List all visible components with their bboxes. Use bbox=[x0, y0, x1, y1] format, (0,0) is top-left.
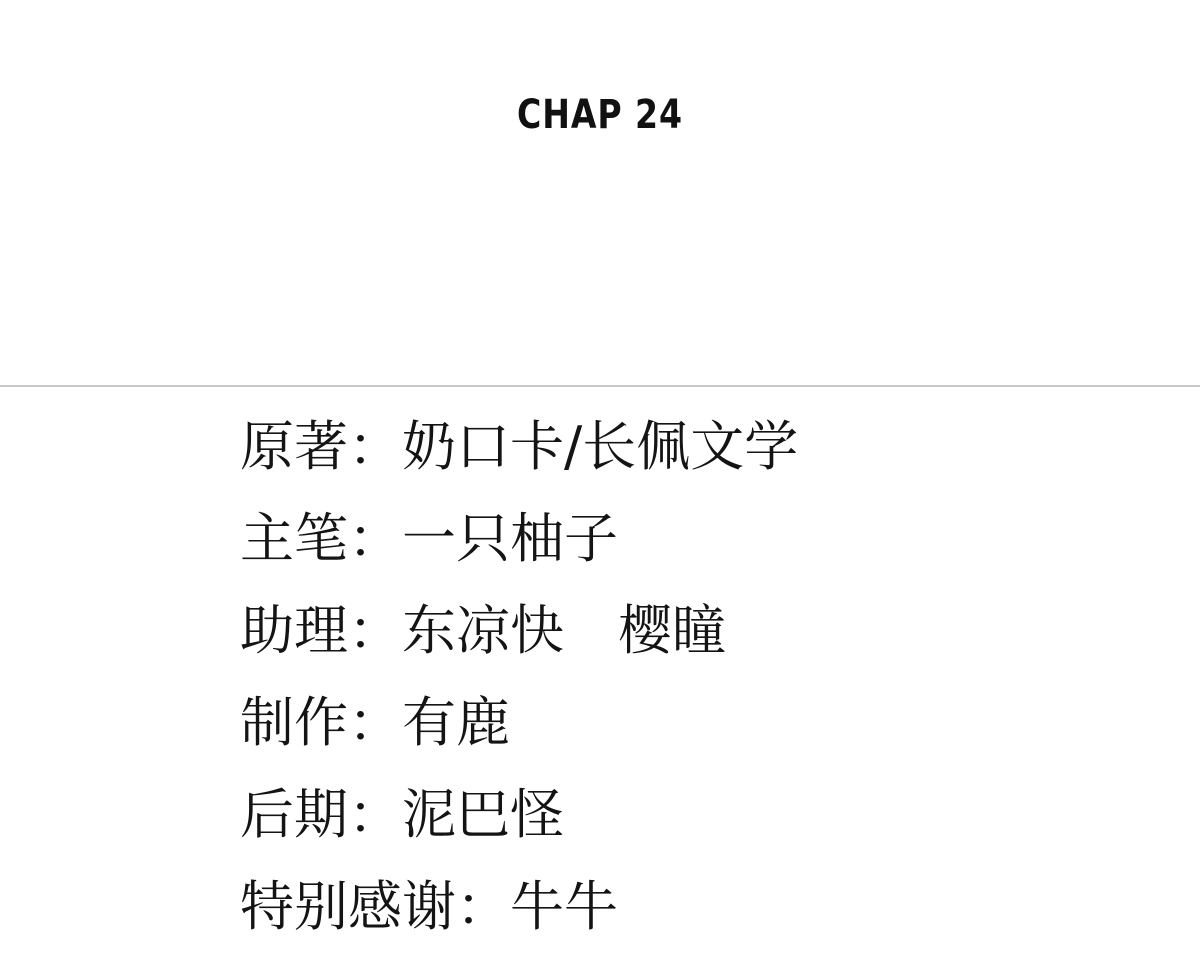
page-title: CHAP 24 bbox=[517, 92, 683, 138]
credits-list bbox=[240, 401, 1180, 953]
credit-label: 助理： bbox=[240, 599, 402, 662]
list-item bbox=[240, 585, 1180, 677]
list-item bbox=[240, 677, 1180, 769]
credits-panel bbox=[0, 387, 1200, 938]
credit-value: 泥巴怪 bbox=[402, 783, 564, 846]
credit-label: 后期： bbox=[240, 783, 402, 846]
credit-label: 主笔： bbox=[240, 507, 402, 570]
credit-value: 一只柚子 bbox=[402, 507, 618, 570]
credit-label: 特别感谢： bbox=[240, 875, 510, 938]
list-item bbox=[240, 861, 1180, 953]
list-item bbox=[240, 493, 1180, 585]
credit-label: 原著： bbox=[240, 415, 402, 478]
list-item bbox=[240, 401, 1180, 493]
credit-value: 有鹿 bbox=[402, 691, 510, 754]
chapter-title-panel bbox=[0, 0, 1200, 385]
credit-value: 奶口卡/长佩文学 bbox=[402, 415, 799, 478]
credit-value: 东凉快 樱瞳 bbox=[402, 599, 726, 662]
credit-value: 牛牛 bbox=[510, 875, 618, 938]
list-item bbox=[240, 769, 1180, 861]
credit-label: 制作： bbox=[240, 691, 402, 754]
